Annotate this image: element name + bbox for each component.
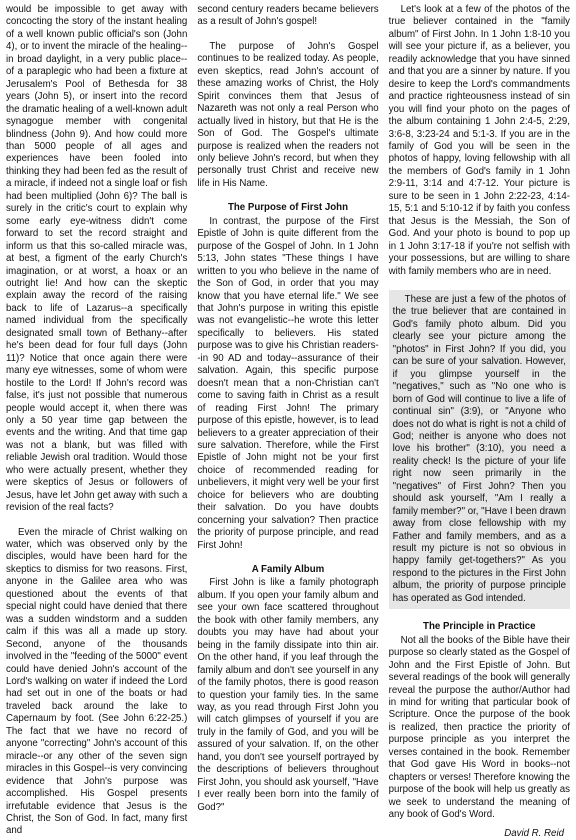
paragraph: would be impossible to get away with concocting the story of the instant healing of a well known public official's son (John 4), or to invent the miracle of the healing--in broad daylight, in a very public place--of a paraplegic who had been a fixture at Jerusalem's Pool of Bethesda for 38 years (John 5), or insert into the record the dramatic healing of a well-known adult synagogue member with congenital blindness (John 9). And how could more than 5000 people of all ages and experiences have been fooled into thinking they had been fed as the result of a miracle, if indeed not a single loaf or fish had been multiplied (John 6)? The ball is surely in the critic's court to explain why some early eye-witness didn't come forward to set the record straight and inform us that this so-called miracle was, at best, a figment of the early Church's imagination, or at worst, a hoax or an outright lie! And how can the skeptic explain away the record of the raising back to life of Lazarus--a specifically named individual from the specifically designated small town of Bethany--after he's been dead for four full days (John 11)? Notice that once again there were many eye witnesses, some of whom were hostile to the Lord! If John's record was false, it's just not possible that numerous people would accept it, when there was only a 50 year time gap between the events and the writing. And that time gap was not a blank, but was filled with reliable Jewish oral tradition. Would those who were actually present, whether they were skeptics of Jesus or followers of Jesus, have let John get away with such a revision of the real facts?	[6, 4, 188, 514]
paragraph: These are just a few of the photos of the true believer that are contained in God's family photo album. Did you clearly see your picture among the "photos" in First John? If you did, you can be sure of your salvation. However, if you glimpse yourself in the "negatives," such as "No one who is born of God will continue to live a life of continual sin" (3:9), or "Anyone who does not do what is right is not a child of God; neither is anyone who does not love his brother" (3:10), you need a reality check! Is the picture of your life right now seen primarily in the "negatives" of First John? Then you should ask yourself, "Am I really a family member?" or, "Have I been drawn away from close fellowship with my Father and family members, and as a result my picture is not so obvious in happy family get-togethers?" As you respond to the pictures in the First John album, the priority of purpose principle has operated as God intended.	[392, 293, 566, 604]
column-right	[388, 4, 570, 839]
paragraph: Not all the books of the Bible have their purpose so clearly stated as the Gospel of John and the First Epistle of John. But several readings of the book will generally reveal the purpose the author/Author had in mind for writing that particular book of Scripture. Once the purpose of the book is realized, then practice the priority of purpose principle as you interpret the verses contained in the book. Remember that God gave His Word in books--not chapters or verses! Therefore knowing the purpose of the book will help us greatly as we seek to understand the meaning of any book of God's Word.	[388, 634, 570, 821]
paragraph: In contrast, the purpose of the First Epistle of John is quite different from the purpose of the Gospel of John. In 1 John 5:13, John states "These things I have written to you who believe in the name of the Son of God, in order that you may know that you have eternal life." We see that John's purpose in writing this epistle was not evangelistic--he wrote this letter specifically to believers. His stated purpose was to give his Christian readers--in 90 AD and today--assurance of their salvation. Again, this specific purpose doesn't mean that a non-Christian can't come to saving faith in Christ as a result of reading First John! The primary purpose of this epistle, however, is to lead believers to a greater appreciation of their sure salvation. Therefore, while the First Epistle of John might not be your first choice of recommended reading for unbelievers, it might very well be your first choice for believers who are doubting their salvation. Do you have doubts concerning your salvation? Then practice the priority of purpose principle, and read First John!	[197, 215, 379, 551]
shaded-callout-box	[389, 290, 570, 609]
section-heading: The Purpose of First John	[227, 202, 348, 214]
paragraph: Let's look at a few of the photos of the true believer contained in the "family album" of First John. In 1 John 1:8-10 you will see your picture if, as a believer, you readily acknowledge that you have sinned and that you are a sinner by nature. If you desire to keep the Lord's commandments and practice righteousness instead of sin you will find your photo on the pages of the album containing 1 John 2:4-5, 2:29, 3:6-8, 3:23-24 and 5:1-3. If you are in the family of God you will be seen in the photos of happy, loving fellowship with all the members of God's family in 1 John 2:9-11, 3:14 and 4:7-12. Your picture is sure to be seen in 1 John 2:22-23, 4:14-15, 5:1 and 5:10-12 if by faith you confess that Jesus is the Messiah, the Son of God. And your photo is bound to pop up in 1 John 3:17-18 if you're not selfish with your possessions, but are willing to share with family members who are in need.	[388, 4, 570, 277]
paragraph: second century readers became believers as a result of John's gospel!	[197, 4, 379, 28]
paragraph: First John is like a family photograph album. If you open your family album and see your own face scattered throughout the book with other family members, any doubts you may have had about your being in the family dissipate into thin air. On the other hand, if you leaf through the family album and don't see yourself in any of the family photos, there is good reason to question your family ties. In the same way, as you read through First John you will catch glimpses of yourself if you are truly in the family of God, and you will be assured of your salvation. If, on the other hand, you don't see yourself portrayed by the descriptions of believers throughout First John, you should ask yourself, "Have I ever really been born into the family of God?"	[197, 577, 379, 813]
section-heading: The Principle in Practice	[423, 621, 536, 633]
column-left	[6, 4, 188, 837]
column-middle	[197, 4, 379, 813]
author-signature: David R. Reid	[504, 827, 564, 839]
section-heading: A Family Album	[251, 564, 325, 576]
paragraph: Even the miracle of Christ walking on water, which was observed only by the disciples, would have been hard for the skeptics to dismiss for two reasons. First, anyone in the Galilee area who was questioned about the events of that special night could have denied that there was a sudden windstorm and a sudden calm if this was all a made up story. Second, anyone of the thousands involved in the "feeding of the 5000" event could have denied John's account of the Lord's walking on water if indeed the Lord had set out in one of the boats or had traveled back around the lake to Capernaum by foot. (See John 6:22-25.) The fact that we have no record of anyone "correcting" John's account of this miracle--or any other of the seven sign miracles in this Gospel--is very convincing evidence that John's purpose was accomplished. His Gospel presents irrefutable evidence that Jesus is the Christ, the Son of God. In fact, many first and	[6, 526, 188, 837]
paragraph: The purpose of John's Gospel continues to be realized today. As people, even skeptics, read John's account of these amazing works of Christ, the Holy Spirit convinces them that Jesus of Nazareth was not only a real Person who actually lived in history, but that He is the Son of God. The Gospel's ultimate purpose is realized when the readers not only believe John's record, but when they personally trust Christ and receive new life in His Name.	[197, 40, 379, 189]
